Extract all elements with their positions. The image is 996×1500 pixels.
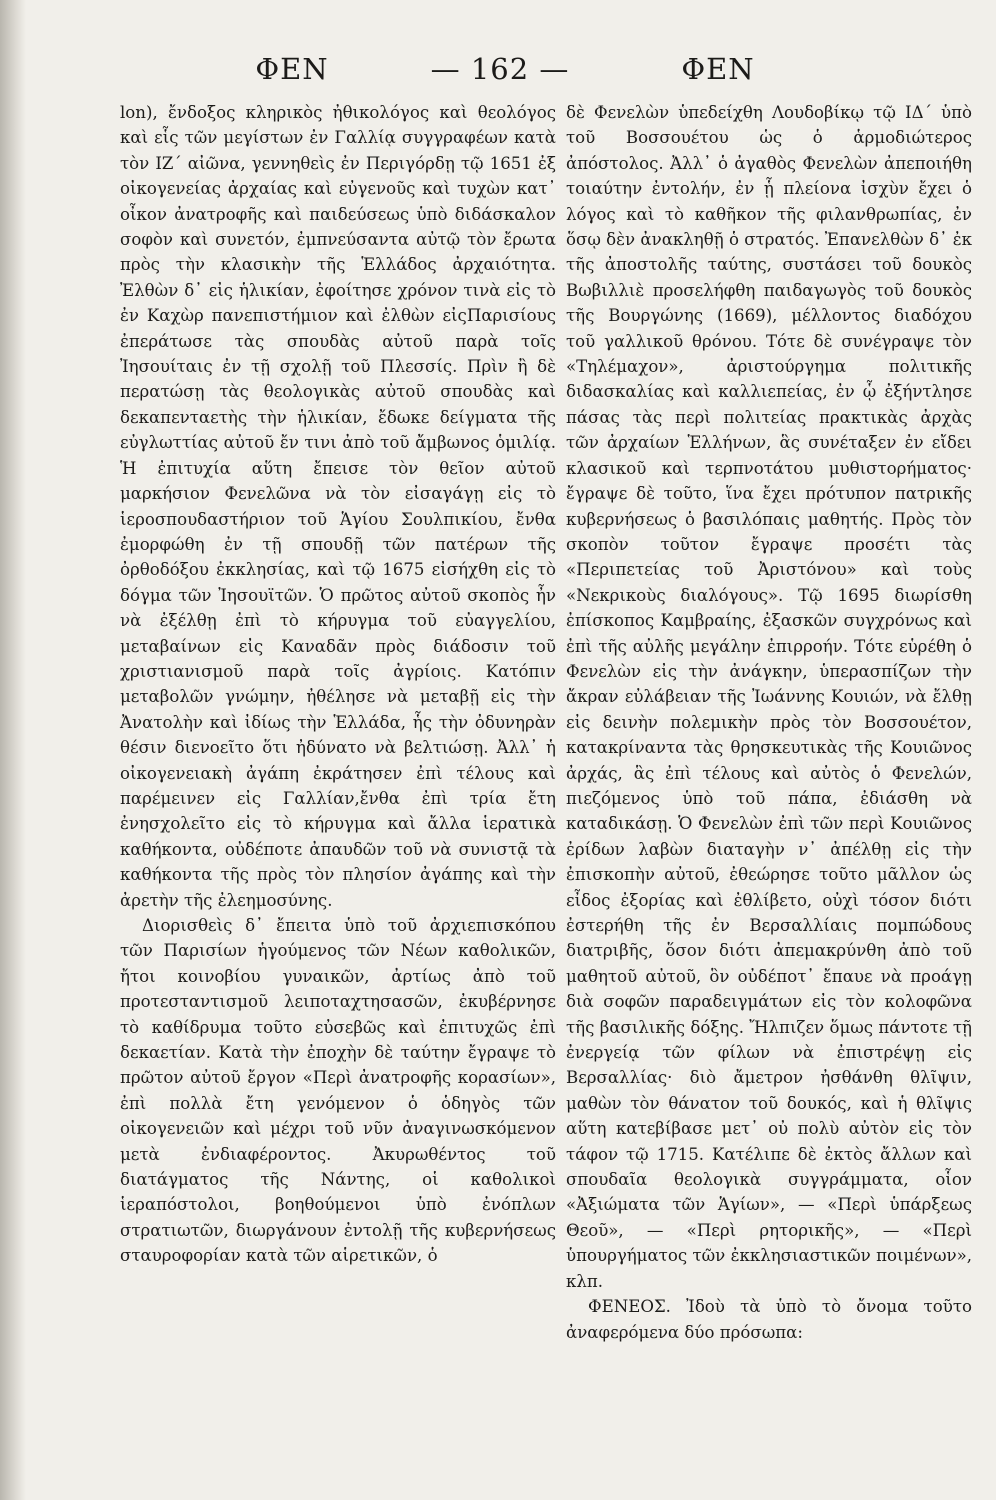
right-paragraph-1: δὲ Φενελὼν ὑπεδείχθη Λουδοβίκῳ τῷ ΙΔ΄ ὑπὸ τοῦ Βοσσουέτου ὡς ὁ ἁρμοδιώτερος ἀπόστολος. Ἀλλ᾽ ὁ ἀγαθὸς Φενελὼν ἀπεποιήθη τοιαύτην ἐντολήν, ἐν ᾗ πλείονα ἰσχὺν ἔχει ὁ λόγος καὶ τὸ καθῆκον τῆς φιλανθρωπίας, ἐν ὅσῳ δὲν ἀνακληθῇ ὁ στρατός. Ἐπανελθὼν δ᾽ ἐκ τῆς ἀποστολῆς ταύτης, συστάσει τοῦ δουκὸς Βωβιλλιὲ προσελήφθη παιδαγωγὸς τοῦ δουκὸς τῆς Βουργώνης (1669), μέλλοντος διαδόχου τοῦ γαλλικοῦ θρόνου. Τότε δὲ συνέγραψε τὸν «Τηλέμαχον», ἀριστούργημα πολιτικῆς διδασκαλίας καὶ καλλιεπείας, ἐν ᾧ ἐξήντλησε πάσας τὰς περὶ πολιτείας πρακτικὰς ἀρχὰς τῶν ἀρχαίων Ἑλλήνων, ἃς συνέταξεν ἐν εἴδει κλασικοῦ καὶ τερπνοτάτου μυθιστορήματος· ἔγραψε δὲ τοῦτο, ἵνα ἔχει πρότυπον πατρικῆς κυβερνήσεως ὁ βασιλόπαις μαθητής. Πρὸς τὸν σκοπὸν τοῦτον ἔγραψε προσέτι τὰς «Περιπετείας τοῦ Ἀριστόνου» καὶ τοὺς «Νεκρικοὺς διαλόγους». Τῷ 1695 διωρίσθη ἐπίσκοπος Καμβραίης, ἐξασκῶν συγχρόνως καὶ ἐπὶ τῆς αὐλῆς μεγάλην ἐπιρροήν. Τότε εὑρέθη ὁ Φενελὼν εἰς τὴν ἀνάγκην, ὑπερασπίζων τὴν ἄκραν εὐλάβειαν τῆς Ἰωάννης Κουιών, νὰ ἔλθῃ εἰς δεινὴν πολεμικὴν πρὸς τὸν Βοσσουέτον, κατακρίναντα τὰς θρησκευτικὰς τῆς Κουιῶνος ἀρχάς, ἃς ἐπὶ τέλους καὶ αὐτὸς ὁ Φενελών, πιεζόμενος ὑπὸ τοῦ πάπα, ἐδιάσθη νὰ καταδικάσῃ. Ὁ Φενελὼν ἐπὶ τῶν περὶ Κουιῶνος ἐρίδων λαβὼν διαταγὴν ν᾽ ἀπέλθῃ εἰς τὴν ἐπισκοπὴν αὐτοῦ, ἐθεώρησε τοῦτο μᾶλλον ὡς εἶδος ἐξορίας καὶ ἐθλίβετο, οὐχὶ τόσον διότι ἐστερήθη τῆς ἐν Βερσαλλίαις πομπώδους διατριβῆς, ὅσον διότι ἀπεμακρύνθη ἀπὸ τοῦ μαθητοῦ αὐτοῦ, ὃν οὐδέποτ᾽ ἔπαυε νὰ προάγῃ διὰ σοφῶν παραδειγμάτων εἰς τὸν κολοφῶνα τῆς βασιλικῆς δόξης. Ἤλπιζεν ὅμως πάντοτε τῇ ἐνεργείᾳ τῶν φίλων νὰ ἐπιστρέψῃ εἰς Βερσαλλίας· διὸ ἄμετρον ἠσθάνθη θλῖψιν, μαθὼν τὸν θάνατον τοῦ δουκός, καὶ ἡ θλῖψις αὕτη κατεβίβασε μετ᾽ οὐ πολὺ αὐτὸν εἰς τὸν τάφον τῷ 1715. Κατέλιπε δὲ ἐκτὸς ἄλλων καὶ σπουδαῖα θεολογικὰ συγγράμματα, οἷον «Ἀξιώματα τῶν Ἁγίων», — «Περὶ ὑπάρξεως Θεοῦ», — «Περὶ ρητορικῆς», — «Περὶ ὑπουργήματος τῶν ἐκκλησιαστικῶν ποιμένων», κλπ. (566, 103, 972, 1291)
left-running-headword: ΦΕΝ (255, 52, 329, 86)
left-paragraph-2: Διορισθεὶς δ᾽ ἔπειτα ὑπὸ τοῦ ἀρχιεπισκόπου τῶν Παρισίων ἡγούμενος τῶν Νέων καθολικῶν, ἤτοι κοινοβίου γυναικῶν, ἀρτίως ἀπὸ τοῦ προτεσταντισμοῦ λειποταχτησασῶν, ἐκυβέρνησε τὸ καθίδρυμα τοῦτο εὐσεβῶς καὶ ἐπιτυχῶς ἐπὶ δεκαετίαν. Κατὰ τὴν ἐποχὴν δὲ ταύτην ἔγραψε τὸ πρῶτον αὐτοῦ ἔργον «Περὶ ἀνατροφῆς κορασίων», ἐπὶ πολλὰ ἔτη γενόμενον ὁ ὁδηγὸς τῶν οἰκογενειῶν καὶ μέχρι τοῦ νῦν ἀναγινωσκόμενον μετὰ ἐνδιαφέροντος. Ἀκυρωθέντος τοῦ διατάγματος τῆς Νάντης, οἱ καθολικοὶ ἱεραπόστολοι, βοηθούμενοι ὑπὸ ἐνόπλων στρατιωτῶν, διωργάνουν ἐντολῇ τῆς κυβερνήσεως σταυροφορίαν κατὰ τῶν αἱρετικῶν, ὁ (120, 916, 556, 1266)
left-text-column (120, 100, 556, 1269)
page-header (120, 52, 872, 92)
entry-feneos: ΦΕΝΕΟΣ. Ἰδοὺ τὰ ὑπὸ τὸ ὄνομα τοῦτο ἀναφερόμενα δύο πρόσωπα: (566, 1297, 972, 1342)
right-text-column (566, 100, 972, 1345)
right-running-headword: ΦΕΝ (681, 52, 755, 86)
page-binding-shadow (0, 0, 26, 1500)
page-number: — 162 — (430, 52, 570, 86)
left-paragraph-1: lon), ἔνδοξος κληρικὸς ἠθικολόγος καὶ θεολόγος καὶ εἷς τῶν μεγίστων ἐν Γαλλίᾳ συγγραφέων κατὰ τὸν ΙΖ΄ αἰῶνα, γεννηθεὶς ἐν Περιγόρδῃ τῷ 1651 ἐξ οἰκογενείας ἀρχαίας καὶ εὐγενοῦς καὶ τυχὼν κατ᾽ οἶκον ἀνατροφῆς καὶ παιδεύσεως ὑπὸ διδάσκαλον σοφὸν καὶ συνετόν, ἐμπνεύσαντα αὐτῷ τὸν ἔρωτα πρὸς τὴν κλασικὴν τῆς Ἑλλάδος ἀρχαιότητα. Ἐλθὼν δ᾽ εἰς ἡλικίαν, ἐφοίτησε χρόνον τινὰ εἰς τὸ ἐν Καχὼρ πανεπιστήμιον καὶ ἐλθὼν εἰςΠαρισίους ἐπεράτωσε τὰς σπουδὰς αὐτοῦ παρὰ τοῖς Ἰησουίταις ἐν τῇ σχολῇ τοῦ Πλεσσίς. Πρὶν ἢ δὲ περατώσῃ τὰς θεολογικὰς αὐτοῦ σπουδὰς καὶ δεκαπενταετὴς τὴν ἡλικίαν, ἔδωκε δείγματα τῆς εὐγλωττίας αὐτοῦ ἔν τινι ἀπὸ τοῦ ἄμβωνος ὁμιλίᾳ. Ἡ ἐπιτυχία αὕτη ἔπεισε τὸν θεῖον αὐτοῦ μαρκήσιον Φενελῶνα νὰ τὸν εἰσαγάγῃ εἰς τὸ ἱεροσπουδαστήριον τοῦ Ἁγίου Σουλπικίου, ἔνθα ἐμορφώθη ἐν τῇ σπουδῇ τῶν πατέρων τῆς ὀρθοδόξου ἐκκλησίας, καὶ τῷ 1675 εἰσήχθη εἰς τὸ δόγμα τῶν Ἰησουϊτῶν. Ὁ πρῶτος αὐτοῦ σκοπὸς ἦν νὰ ἐξέλθῃ ἐπὶ τὸ κήρυγμα τοῦ εὐαγγελίου, μεταβαίνων εἰς Καναδᾶν πρὸς διάδοσιν τοῦ χριστιανισμοῦ παρὰ τοῖς ἀγρίοις. Κατόπιν μεταβολῶν γνώμην, ἠθέλησε νὰ μεταβῇ εἰς τὴν Ἀνατολὴν καὶ ἰδίως τὴν Ἑλλάδα, ἧς τὴν ὀδυνηρὰν θέσιν διενοεῖτο ὅτι ἠδύνατο νὰ βελτιώσῃ. Ἀλλ᾽ ἡ οἰκογενειακὴ ἀγάπη ἐκράτησεν ἐπὶ τέλους καὶ παρέμεινεν εἰς Γαλλίαν,ἔνθα ἐπὶ τρία ἔτη ἐνησχολεῖτο εἰς τὸ κήρυγμα καὶ ἄλλα ἱερατικὰ καθήκοντα, οὐδέποτε ἀπαυδῶν τοῦ νὰ συνιστᾷ τὰ καθήκοντα τῆς πρὸς τὸν πλησίον ἀγάπης καὶ τὴν ἀρετὴν τῆς ἐλεημοσύνης. (120, 103, 556, 910)
